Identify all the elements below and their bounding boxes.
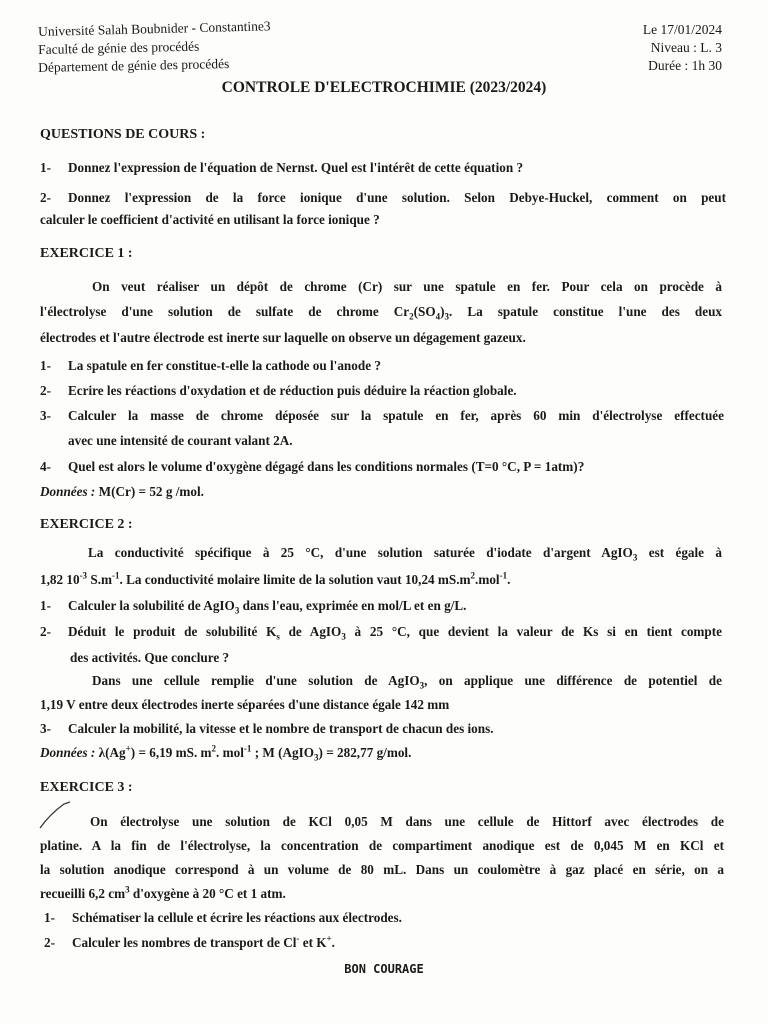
exam-date: Le 17/01/2024 [642, 22, 722, 37]
ex1-question-3-line2: avec une intensité de courant valant 2A. [68, 433, 293, 448]
ex3-question-2: 2- Calculer les nombres de transport de Cl- et K+. [44, 933, 335, 950]
ex3-paragraph-line3: la solution anodique correspond à un volume de 80 mL. Dans un coulomètre à gaz placé en série, on a [40, 862, 724, 877]
question-text: Donnez l'expression de la force ionique d'une solution. Selon Debye-Huckel, comment on peut [68, 190, 726, 205]
ex1-paragraph-line1: On veut réaliser un dépôt de chrome (Cr) sur une spatule en fer. Pour cela on procède à [92, 279, 722, 294]
cours-question-2-line2: calculer le coefficient d'activité en utilisant la force ionique ? [40, 212, 380, 227]
faculty-name: Faculté de génie des procédés [38, 38, 200, 57]
department-name: Département de génie des procédés [38, 55, 230, 75]
ex1-question-3-line1: 3- Calculer la masse de chrome déposée sur la spatule en fer, après 60 min d'électrolyse effectuée [40, 408, 724, 423]
section-heading-exercice-3: EXERCICE 3 : [40, 780, 133, 795]
question-text: Donnez l'expression de l'équation de Nernst. Quel est l'intérêt de cette équation ? [68, 160, 524, 175]
ex1-question-2: 2- Ecrire les réactions d'oxydation et de réduction puis déduire la réaction globale. [40, 383, 517, 398]
ex2-paragraph-line2: 1,82 $10^{-3}$ $S.m^{-1}$. La conductivité molaire limite de la solution vaut 10,24 $mS.m^2.mol^{-1}$. [40, 570, 511, 587]
exam-level: Niveau : L. 3 [650, 40, 722, 55]
ex2-question-1: 1- Calculer la solubilité de AgIO$_3$ dans l'eau, exprimée en mol/L et en g/L. [40, 598, 467, 616]
ex3-paragraph-line4: recueilli 6,2 $cm^3$ d'oxygène à 20 °C et 1 atm. [40, 884, 286, 901]
ex3-question-1: 1- Schématiser la cellule et écrire les réactions aux électrodes. [44, 910, 402, 925]
exam-title: CONTROLE D'ELECTROCHIMIE (2023/2024) [221, 79, 547, 96]
ex2-paragraph-line1: La conductivité spécifique à 25 °C, d'une solution saturée d'iodate d'argent AgIO$_3$ est égale à [88, 545, 723, 563]
ex1-question-1: 1- La spatule en fer constitue-t-elle la cathode ou l'anode ? [40, 358, 381, 373]
ex2-paragraph-line4: 1,19 V entre deux électrodes inerte séparées d'une distance égale 142 mm [40, 697, 450, 712]
ex1-question-4: 4- Quel est alors le volume d'oxygène dégagé dans les conditions normales (T=0 °C, P = 1atm)? [40, 459, 585, 474]
question-number: 1- [40, 160, 51, 175]
ex2-data: Données : λ(Ag+) = 6,19 mS. $m^2$. mol$^{-1}$ ; M (AgIO$_3$) = 282,77 g/mol. [40, 743, 412, 763]
ex2-question-2-line2: des activités. Que conclure ? [70, 650, 230, 665]
ex3-paragraph-line1: On électrolyse une solution de KCl 0,05 M dans une cellule de Hittorf avec électrodes de [90, 814, 724, 829]
question-number: 2- [40, 190, 51, 205]
ex1-paragraph-line3: électrodes et l'autre électrode est inerte sur laquelle on observe un dégagement gazeux. [40, 330, 526, 345]
footer-good-luck: BON COURAGE [344, 962, 424, 976]
cours-question-1 [40, 160, 523, 176]
section-heading-cours: QUESTIONS DE COURS : [40, 127, 206, 142]
ex1-data: Données : M(Cr) = 52 g /mol. [40, 484, 204, 499]
pen-mark-icon [38, 800, 78, 830]
ex1-paragraph-line2: l'électrolyse d'une solution de sulfate de chrome $Cr_2(SO_4)_3$. La spatule constitue l'une des deux [40, 304, 722, 322]
ex3-paragraph-line2: platine. A la fin de l'électrolyse, la concentration de compartiment anodique est de 0,045 M en KCl et [40, 838, 724, 853]
section-heading-exercice-2: EXERCICE 2 : [40, 517, 133, 532]
ex2-paragraph-line3: Dans une cellule remplie d'une solution de AgIO$_3$, on applique une différence de potentiel de [92, 673, 722, 691]
ex2-question-2-line1: 2- Déduit le produit de solubilité $K_s$ de AgIO$_3$ à 25 °C, que devient la valeur de Ks si en tient compte [40, 624, 723, 642]
cours-question-2-line1 [40, 190, 726, 206]
ex2-question-3: 3- Calculer la mobilité, la vitesse et le nombre de transport de chacun des ions. [40, 721, 494, 736]
exam-duration: Durée : 1h 30 [648, 58, 722, 73]
section-heading-exercice-1: EXERCICE 1 : [40, 246, 133, 261]
university-name: Université Salah Boubnider - Constantine3 [38, 18, 271, 39]
